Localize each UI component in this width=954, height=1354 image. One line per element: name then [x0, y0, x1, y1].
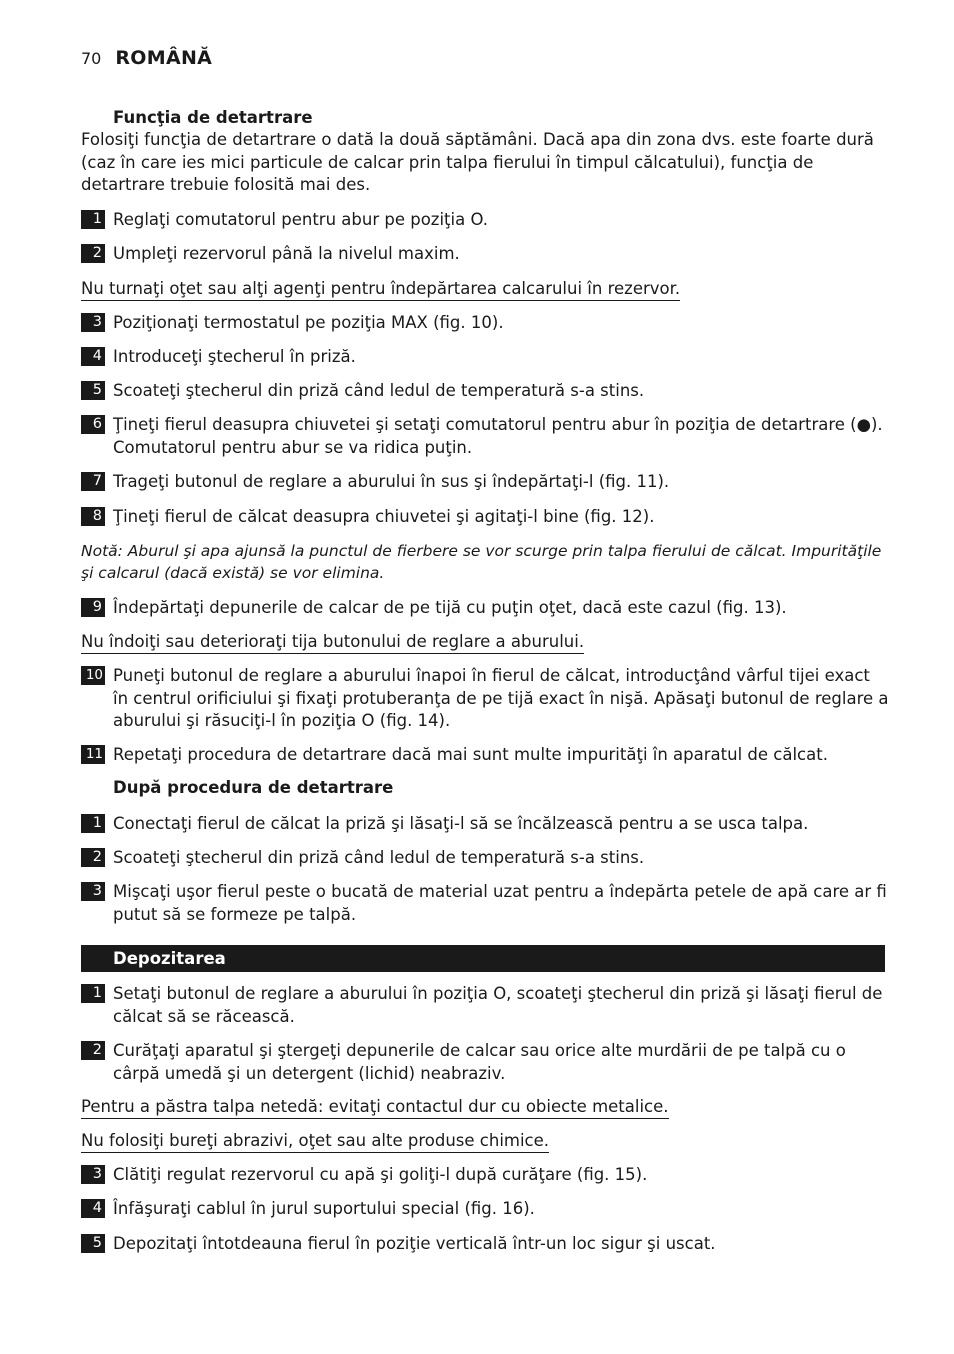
descaling-warning-vinegar: [81, 279, 680, 301]
step-text: Setaţi butonul de reglare a aburului în poziţia O, scoateţi ştecherul din priză şi lăsaţi fierul de călcat să se răcească.: [113, 984, 883, 1026]
step-text: Repetaţi procedura de detartrare dacă mai sunt multe impurităţi în aparatul de călcat.: [113, 745, 828, 764]
step-text: Trageţi butonul de reglare a aburului în sus şi îndepărtaţi-l (fig. 11).: [113, 472, 670, 491]
page-number: 70: [81, 49, 102, 68]
page-header: [81, 47, 212, 73]
after-descaling-step-3: [81, 881, 889, 926]
step-number: 8: [81, 507, 105, 526]
step-number: 6: [81, 415, 105, 434]
descaling-intro: Folosiţi funcţia de detartrare o dată la două săptămâni. Dacă apa din zona dvs. este foarte dură (caz în care ies mici particule de calcar prin talpa fierului în timpul călcatului), funcţia de detartrare trebuie folosită mai des.: [81, 130, 874, 194]
descaling-step-5: [81, 380, 889, 403]
step-text: Depozitaţi întotdeauna fierul în poziţie verticală într-un loc sigur şi uscat.: [113, 1234, 716, 1253]
language-title: ROMÂNĂ: [115, 47, 213, 69]
descaling-note: Notă: Aburul şi apa ajunsă la punctul de fierbere se vor scurge prin talpa fierului de călcat. Impurităţile şi calcarul (dacă există) se vor elimina.: [81, 542, 882, 582]
warning-text: Nu îndoiţi sau deterioraţi tija butonului de reglare a aburului.: [81, 632, 584, 654]
step-number: 5: [81, 381, 105, 400]
step-text: Ţineţi fierul de călcat deasupra chiuvetei şi agitaţi-l bine (fig. 12).: [113, 507, 655, 526]
step-number: 9: [81, 598, 105, 617]
step-number: 3: [81, 1165, 105, 1184]
step-text: Ţineţi fierul deasupra chiuvetei şi setaţi comutatorul pentru abur în poziţia de detartrare (●). Comutatorul pentru abur se va ridica puţin.: [113, 415, 883, 457]
storage-section-bar: [81, 945, 885, 972]
storage-heading: Depozitarea: [113, 949, 226, 968]
descaling-step-2: [81, 243, 889, 266]
step-text: Scoateţi ştecherul din priză când ledul de temperatură s-a stins.: [113, 848, 645, 867]
descaling-heading: Funcţia de detartrare: [113, 108, 313, 127]
step-number: 4: [81, 1199, 105, 1218]
storage-step-4: [81, 1198, 889, 1221]
step-text: Curăţaţi aparatul şi ştergeţi depunerile de calcar sau orice alte murdării de pe talpă cu o cârpă umedă şi un detergent (lichid) neabraziv.: [113, 1041, 846, 1083]
storage-step-2: [81, 1040, 889, 1085]
step-number: 3: [81, 313, 105, 332]
storage-warning-metal: [81, 1097, 669, 1119]
step-text: Conectaţi fierul de călcat la priză şi lăsaţi-l să se încălzească pentru a se usca talpa.: [113, 814, 809, 833]
step-text: Poziţionaţi termostatul pe poziţia MAX (fig. 10).: [113, 313, 504, 332]
after-descaling-step-2: [81, 847, 889, 870]
descaling-step-3: [81, 312, 889, 335]
step-number: 2: [81, 1041, 105, 1060]
step-text: Scoateţi ştecherul din priză când ledul de temperatură s-a stins.: [113, 381, 645, 400]
step-number: 10: [81, 666, 105, 685]
descaling-step-7: [81, 471, 889, 494]
after-descaling-step-1: [81, 813, 889, 836]
step-number: 1: [81, 984, 105, 1003]
storage-step-1: [81, 983, 889, 1028]
descaling-step-1: [81, 209, 889, 232]
step-number: 4: [81, 347, 105, 366]
warning-text: Nu folosiţi bureţi abrazivi, oţet sau alte produse chimice.: [81, 1131, 549, 1153]
descaling-step-9: [81, 597, 889, 620]
warning-text: Nu turnaţi oţet sau alţi agenţi pentru îndepărtarea calcarului în rezervor.: [81, 279, 680, 301]
storage-step-3: [81, 1164, 889, 1187]
step-number: 1: [81, 814, 105, 833]
step-text: Introduceţi ştecherul în priză.: [113, 347, 356, 366]
step-text: Reglaţi comutatorul pentru abur pe poziţia O.: [113, 210, 489, 229]
step-text: Îndepărtaţi depunerile de calcar de pe tijă cu puţin oţet, dacă este cazul (fig. 13).: [113, 598, 787, 617]
step-text: Puneţi butonul de reglare a aburului înapoi în fierul de călcat, introducţând vârful tijei exact în centrul orificiului şi fixaţi protuberanţa de pe tijă exact în nişă. Apăsaţi butonul de reglare a aburului şi răsuciţi-l în poziţia O (fig. 14).: [113, 666, 889, 730]
step-number: 11: [81, 745, 105, 764]
descaling-step-11: [81, 744, 889, 767]
step-number: 2: [81, 848, 105, 867]
step-text: Mişcaţi uşor fierul peste o bucată de material uzat pentru a îndepărta petele de apă care ar fi putut să se formeze pe talpă.: [113, 882, 887, 924]
step-text: Înfăşuraţi cablul în jurul suportului special (fig. 16).: [113, 1199, 535, 1218]
step-text: Umpleţi rezervorul până la nivelul maxim.: [113, 244, 460, 263]
descaling-step-6: [81, 414, 889, 459]
descaling-step-10: [81, 665, 889, 733]
step-number: 2: [81, 244, 105, 263]
step-number: 3: [81, 882, 105, 901]
step-number: 1: [81, 210, 105, 229]
step-number: 5: [81, 1234, 105, 1253]
descaling-step-4: [81, 346, 889, 369]
descaling-warning-rod: [81, 632, 584, 654]
storage-step-5: [81, 1233, 889, 1256]
descaling-step-8: [81, 506, 889, 529]
step-number: 7: [81, 472, 105, 491]
storage-warning-abrasive: [81, 1131, 549, 1153]
warning-text: Pentru a păstra talpa netedă: evitaţi contactul dur cu obiecte metalice.: [81, 1097, 669, 1119]
step-text: Clătiţi regulat rezervorul cu apă şi goliţi-l după curăţare (fig. 15).: [113, 1165, 648, 1184]
after-descaling-heading: După procedura de detartrare: [113, 778, 394, 797]
